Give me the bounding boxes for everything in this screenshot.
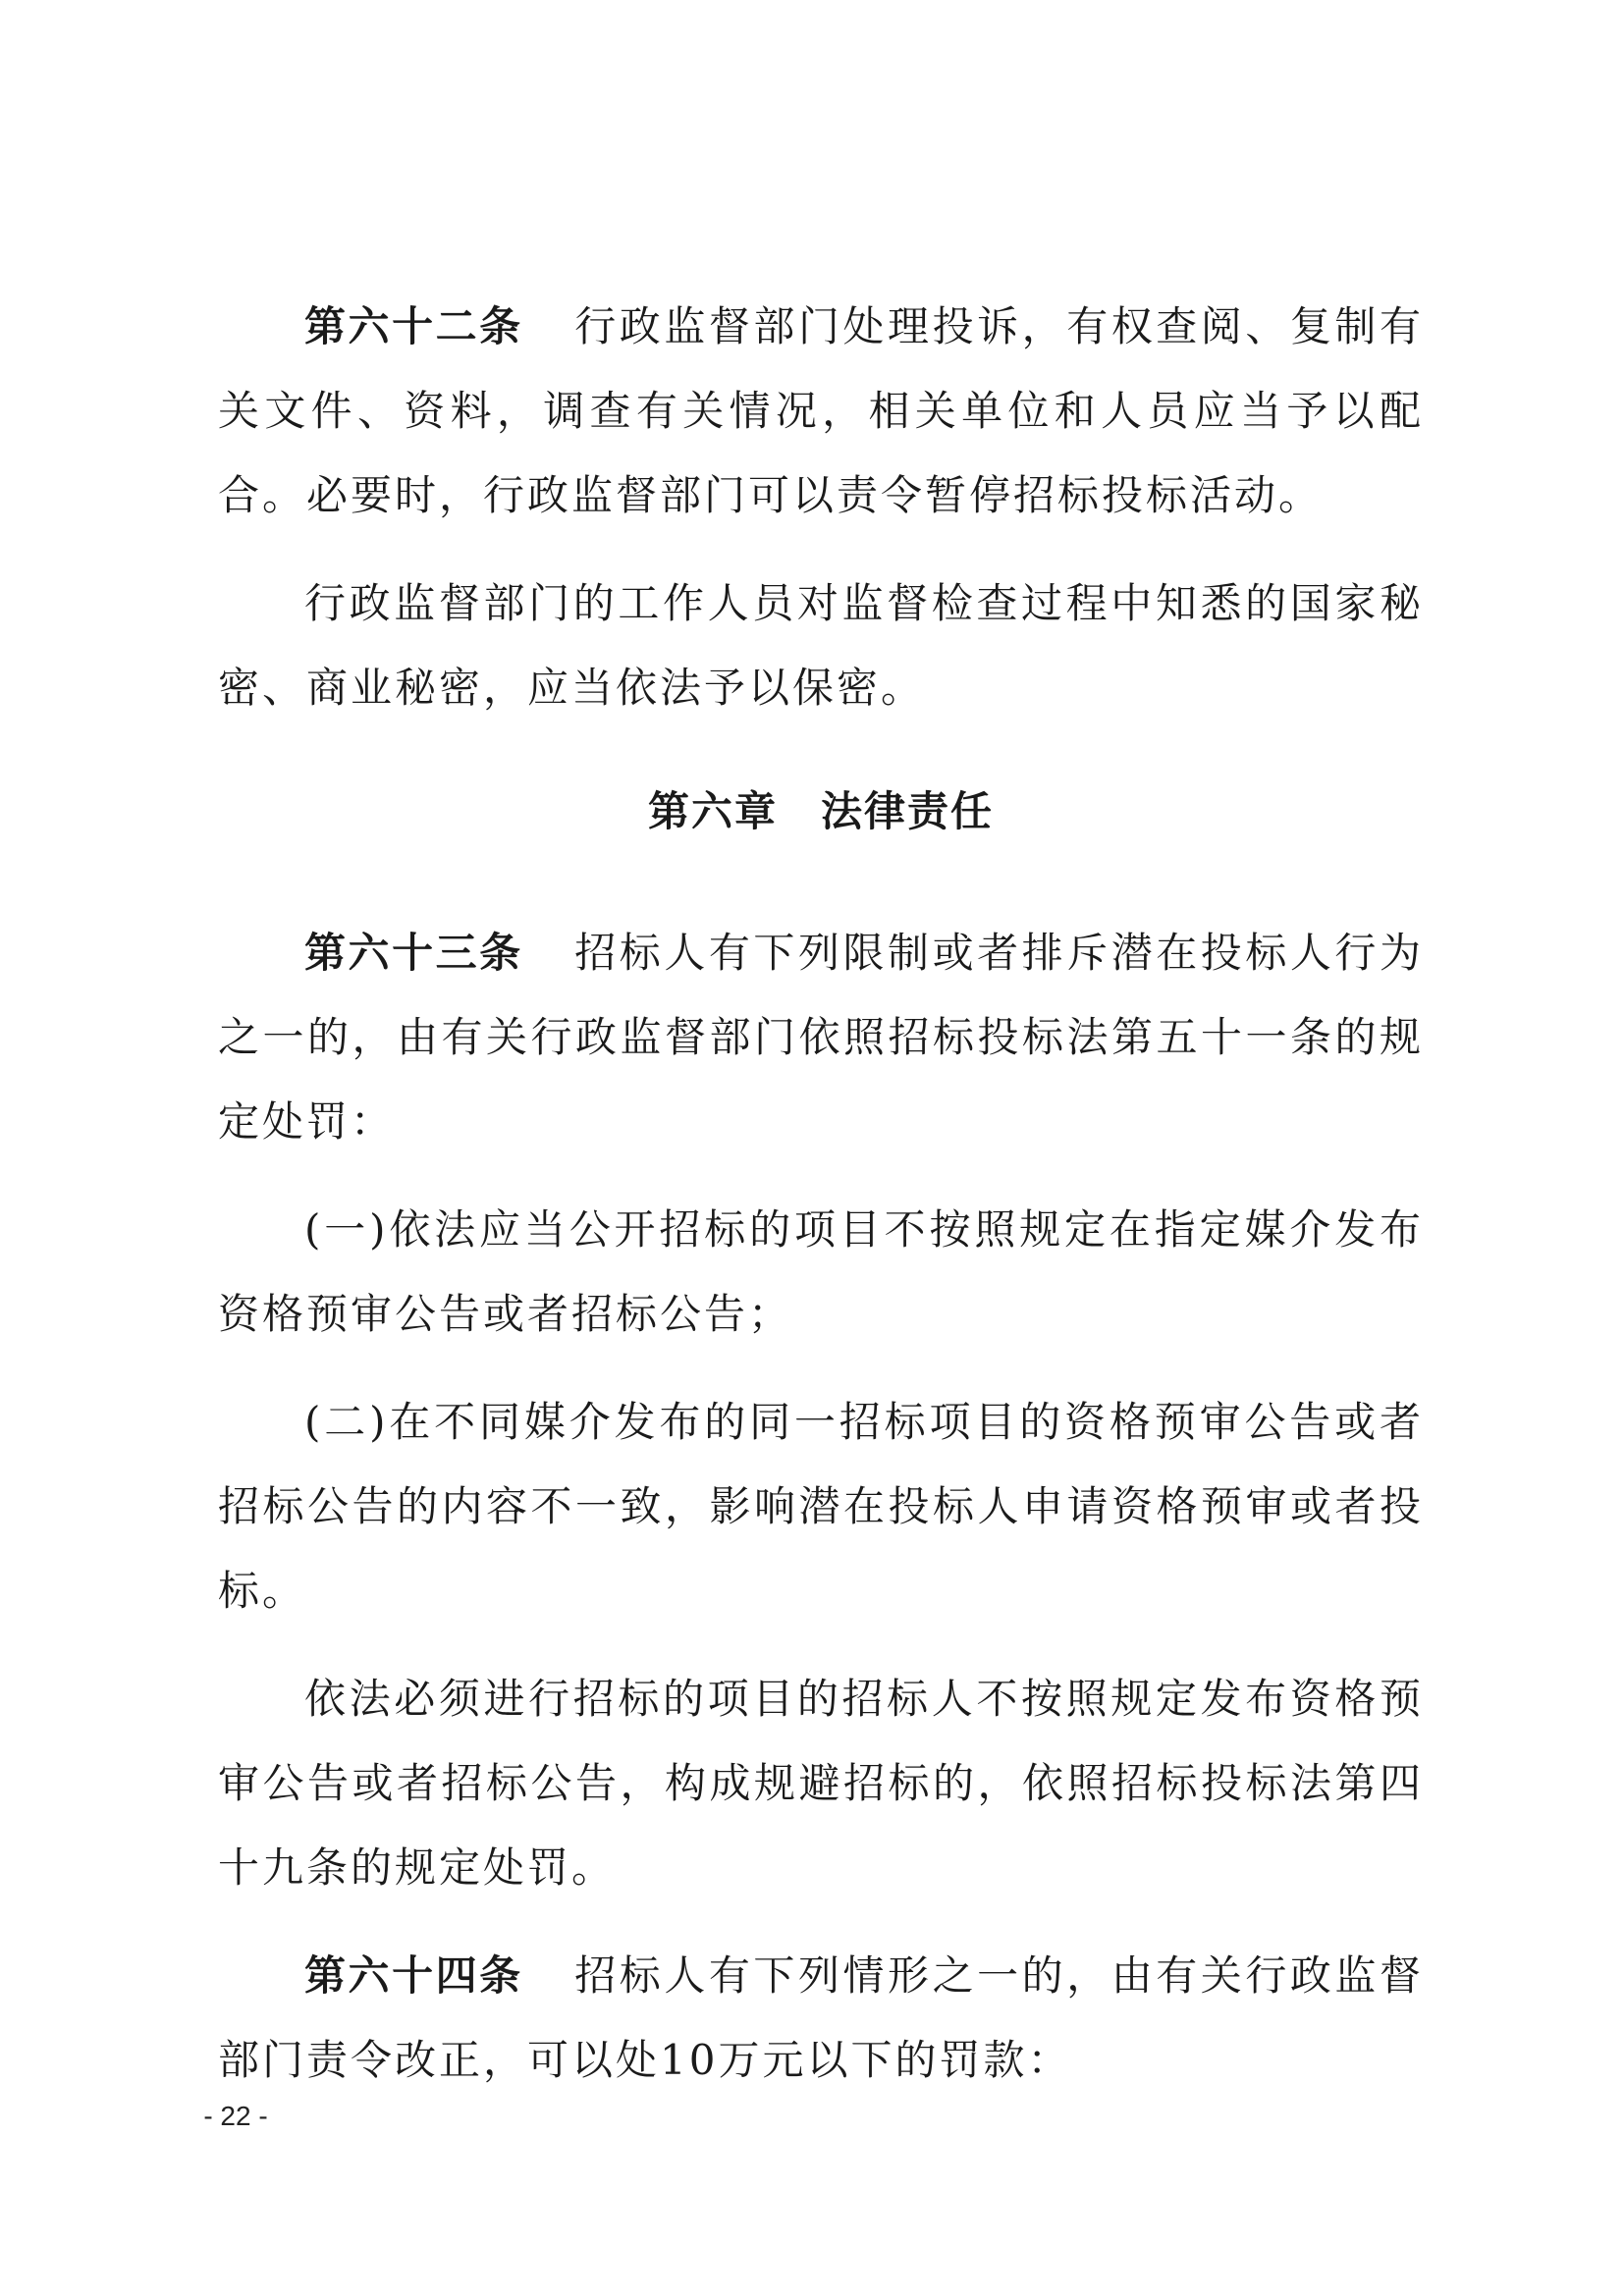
article-64-paragraph-1	[218, 1934, 1424, 2103]
article-62-paragraph-2: 行政监督部门的工作人员对监督检查过程中知悉的国家秘密、商业秘密，应当依法予以保密。	[218, 579, 1424, 712]
article-63-item-2: (二)在不同媒介发布的同一招标项目的资格预审公告或者招标公告的内容不一致，影响潜在投标人申请资格预审或者投标。	[218, 1398, 1424, 1615]
page-number: - 22 -	[203, 2101, 268, 2131]
chapter-title: 第六章 法律责任	[647, 787, 994, 835]
article-63-paragraph-2: 依法必须进行招标的项目的招标人不按照规定发布资格预审公告或者招标公告，构成规避招标的，依照招标投标法第四十九条的规定处罚。	[218, 1675, 1424, 1892]
article-63-item-1: (一)依法应当公开招标的项目不按照规定在指定媒介发布资格预审公告或者招标公告；	[218, 1205, 1424, 1338]
article-62-text: 行政监督部门处理投诉，有权查阅、复制有关文件、资料，调查有关情况，相关单位和人员应当予以配合。必要时，行政监督部门可以责令暂停招标投标活动。	[218, 302, 1424, 519]
article-64-heading: 第六十四条	[304, 1951, 523, 2000]
article-64-text: 招标人有下列情形之一的，由有关行政监督部门责令改正，可以处10万元以下的罚款：	[218, 1951, 1424, 2084]
article-63-paragraph-1	[218, 911, 1424, 1164]
article-62-heading: 第六十二条	[304, 302, 523, 350]
document-body	[218, 285, 1424, 2126]
article-63-heading: 第六十三条	[304, 929, 523, 977]
article-62-paragraph-1	[218, 285, 1424, 538]
article-63-text: 招标人有下列限制或者排斥潜在投标人行为之一的，由有关行政监督部门依照招标投标法第五十一条的规定处罚：	[218, 929, 1424, 1146]
